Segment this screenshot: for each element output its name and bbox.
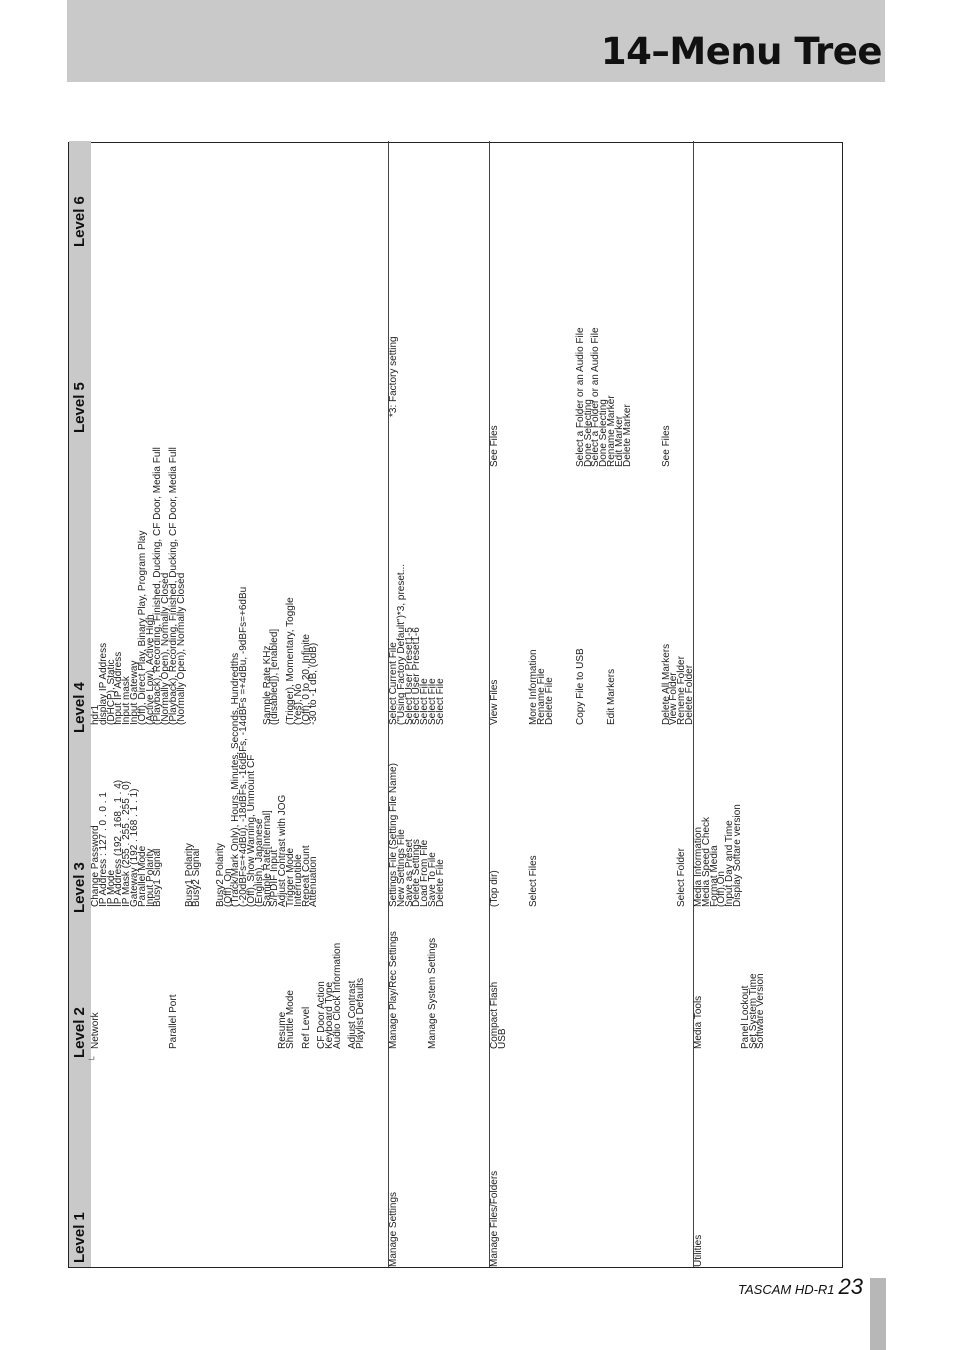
tree-entry xyxy=(115,943,123,1049)
level2-list xyxy=(390,931,437,1049)
tree-entry: View Folder xyxy=(668,672,680,725)
tree-entry: Done Selecting xyxy=(598,399,610,467)
tree-entry: (Off), 0 to 20, Infinite xyxy=(300,634,312,725)
level1-cell: Utilities xyxy=(693,1234,704,1267)
tree-entry: Sample Rate[Internal] xyxy=(261,810,273,907)
tree-entry xyxy=(655,848,663,907)
tree-entry xyxy=(154,943,162,1049)
column-header-level5: Level 5 xyxy=(69,251,91,437)
tree-entry xyxy=(201,447,209,725)
tree-entry xyxy=(561,327,569,467)
tree-entry xyxy=(507,848,515,907)
tree-entry: Select File xyxy=(419,678,431,725)
tree-entry xyxy=(139,943,147,1049)
section-manage-settings xyxy=(389,141,489,1267)
tree-entry xyxy=(147,943,155,1049)
tree-entry: Input Polarity xyxy=(144,848,156,907)
tree-entry: Settings File (Setting File Name) xyxy=(388,763,399,907)
tree-entry: CF Door Action xyxy=(316,981,328,1049)
tree-entry xyxy=(507,327,515,467)
tree-entry: (Off),On xyxy=(716,871,728,907)
tree-entry: Select User Preset1-6 xyxy=(411,627,423,725)
tree-entry: Delete All Markers xyxy=(660,643,672,725)
tree-entry: (Playback), Recording, Finished, Ducking, CF Door, Media Full xyxy=(167,447,179,725)
tree-entry: Select File xyxy=(434,678,446,725)
tree-entry: IP Mask (255 . 255 . 255 . 0) xyxy=(121,781,133,907)
tree-entry: Attenuation xyxy=(308,856,320,907)
tree-entry: Input Gateway xyxy=(128,660,140,725)
tree-entry: Panel Lockout xyxy=(739,985,751,1049)
tree-entry: Manage System Settings xyxy=(426,937,438,1049)
tree-entry: Network xyxy=(90,1012,101,1049)
tree-entry: S/PDIF Input xyxy=(269,849,281,907)
tree-entry xyxy=(413,931,421,1049)
tree-entry xyxy=(201,943,209,1049)
tree-entry: (Off), Show Warning, Unmount CF xyxy=(245,754,257,907)
tree-entry: Adjust Contrast xyxy=(347,980,359,1049)
tree-entry xyxy=(616,848,624,907)
tree-entry: -30 to -1 dB, (0dB) xyxy=(308,642,320,725)
tree-entry: Set System Time xyxy=(747,973,759,1049)
tree-entry: Save To File xyxy=(426,852,438,907)
tree-entry xyxy=(193,447,201,725)
tree-entry: Busy2 Signal xyxy=(191,848,203,907)
level2-list xyxy=(491,982,507,1049)
menu-tree-table xyxy=(68,142,843,1268)
tree-entry: (DHCP), Static xyxy=(105,659,117,725)
tree-entry xyxy=(624,644,632,725)
level4-list xyxy=(92,447,318,725)
tree-entry: Parallel Port xyxy=(167,994,179,1049)
tree-entry xyxy=(232,447,240,725)
tree-entry: Delete Settings xyxy=(411,839,423,907)
tree-entry: Select File xyxy=(426,678,438,725)
tree-entry: Busy1 Polarity xyxy=(183,843,195,907)
page-title: 14–Menu Tree xyxy=(600,30,882,73)
tree-entry: Select a Folder or an Audio File xyxy=(590,327,602,467)
tree-entry xyxy=(123,943,131,1049)
tree-entry: Input Day and Time xyxy=(724,820,736,907)
tree-entry: IP Mode xyxy=(105,869,117,907)
tree-entry: Sample Rate KHz xyxy=(261,645,273,725)
tree-entry xyxy=(631,848,639,907)
tree-entry: Delete Folder xyxy=(683,664,695,725)
tree-entry xyxy=(561,644,569,725)
tree-entry: Media Tools xyxy=(693,995,704,1049)
tree-entry xyxy=(577,848,585,907)
tree-entry: Resume xyxy=(277,1011,289,1049)
tree-entry xyxy=(624,848,632,907)
tree-entry xyxy=(600,848,608,907)
tree-entry: (Normally Open), Normally Closed xyxy=(175,572,187,725)
tree-entry: Manage Play/Rec Settings xyxy=(388,931,399,1049)
tree-entry xyxy=(514,327,522,467)
level5-list xyxy=(390,336,398,417)
tree-entry: See Files xyxy=(660,425,672,467)
tree-entry: Input mask xyxy=(121,676,133,725)
tree-entry: Trigger Mode xyxy=(284,847,296,907)
tree-entry: Delete File xyxy=(434,859,446,907)
tree-entry xyxy=(225,943,233,1049)
tree-entry: IP Address : 127 . 0 . 0 . 1 xyxy=(97,792,109,907)
tree-entry: (Playback), Recording, Finished, Ducking, CF Door, Media Full xyxy=(152,447,164,725)
tree-entry: (Active Low), Active High xyxy=(144,614,156,725)
tree-entry: Interruptible xyxy=(292,854,304,907)
tree-entry xyxy=(647,644,655,725)
tree-entry: (Track/Mark Only), Hours, Minutes, Seconds, Hundredths xyxy=(230,652,242,907)
tree-entry xyxy=(546,848,554,907)
tree-entry: Format Media xyxy=(708,845,720,907)
tree-entry: (Off), On xyxy=(222,868,234,907)
tree-entry xyxy=(546,327,554,467)
tree-entry: Playlist Defaults xyxy=(355,977,367,1049)
tree-entry: Parallel Mode xyxy=(136,845,148,907)
tree-entry xyxy=(647,848,655,907)
tree-entry: Delete File xyxy=(543,677,555,725)
tree-entry: Select a Folder or an Audio File xyxy=(574,327,586,467)
tree-entry xyxy=(711,973,719,1049)
tree-entry: (English), Japanese xyxy=(253,818,265,907)
tree-entry: hdr1 xyxy=(90,704,101,725)
tree-entry: Done Selecting xyxy=(582,399,594,467)
tree-entry: IP Address (192 . 168 . 1 . 4) xyxy=(113,779,125,907)
tree-entry xyxy=(530,327,538,467)
tree-entry: New Settings File xyxy=(395,829,407,907)
tree-entry xyxy=(131,943,139,1049)
tree-entry xyxy=(217,447,225,725)
tree-entry xyxy=(561,848,569,907)
level3-list xyxy=(695,804,742,907)
level3-list xyxy=(390,763,445,907)
column-header-level3: Level 3 xyxy=(69,737,91,917)
section-utilities xyxy=(694,141,839,1267)
tree-entry xyxy=(553,327,561,467)
tree-entry xyxy=(639,644,647,725)
section-manage-files xyxy=(490,141,693,1267)
tree-entry xyxy=(264,943,272,1049)
level5-list xyxy=(491,327,670,467)
tree-entry: *3: Factory setting xyxy=(388,336,399,417)
column-header-level6: Level 6 xyxy=(69,141,91,251)
tree-entry: Rename File xyxy=(535,668,547,725)
tree-entry xyxy=(592,644,600,725)
tree-entry: Ref Level xyxy=(300,1006,312,1049)
tree-entry: Edit Markers xyxy=(605,668,617,725)
tree-entry: (Trigger), Momentary, Toggle xyxy=(284,597,296,725)
level1-cell: Manage Settings xyxy=(388,1191,399,1267)
tree-entry: (Normally Open), Normally Closed xyxy=(160,572,172,725)
tree-entry: Save as Preset xyxy=(403,839,415,907)
tree-entry xyxy=(193,943,201,1049)
tree-entry xyxy=(585,848,593,907)
tree-entry xyxy=(217,943,225,1049)
tree-entry: View Files xyxy=(489,679,500,725)
tree-entry xyxy=(225,447,233,725)
tree-entry: Media Speed Check xyxy=(700,816,712,907)
tree-entry: Keyboard Type xyxy=(323,981,335,1049)
tree-entry: Select User Preset1-5 xyxy=(403,627,415,725)
tree-entry: Busy1 Signal xyxy=(152,848,164,907)
tree-entry: Compact Flash xyxy=(489,981,500,1049)
tree-entry xyxy=(232,943,240,1049)
side-tab xyxy=(870,1278,886,1350)
tree-entry: Gateway (192 . 168 . 1 . 1) xyxy=(128,788,140,907)
footer-brand: TASCAM HD-R1 xyxy=(738,1282,835,1297)
tree-entry: (Yes), No xyxy=(292,683,304,725)
tree-entry: ("Using Factory Default")*3, preset... xyxy=(395,563,407,725)
tree-entry xyxy=(240,447,248,725)
tree-entry: (Off), Direct Play, Binary Play, Program Play xyxy=(136,530,148,725)
level1-cell: Manage Files/Folders xyxy=(489,1170,500,1267)
tree-entry xyxy=(663,848,671,907)
level2-list xyxy=(92,943,365,1049)
tree-entry xyxy=(553,848,561,907)
tree-entry xyxy=(248,447,256,725)
tree-entry: Load From File xyxy=(419,839,431,907)
column-header-level4: Level 4 xyxy=(69,437,91,737)
section-general: └ Network Parallel Port Resume Shuttle Mode Ref Level CF Door Action Keyboard Type Audio Clock Information Adjust Contrast Playlist Defaults Change Password IP Address : 127 . 0 . 0 . 1 IP Mode IP Address (192 . 168 . 1 . 4) IP Mask (255 . 255 . 255 . 0) Gateway (192 . 168 . 1 . 1) Parallel Mode Input Polarity Busy1 Signal Busy1 Polarity Busy2 Signal Busy2 Polarity (Off), On (Track/Mark Only), Hours, Minutes, Seconds, Hundredths (-20dBFs=+4dBu), -18dBFs, -16dBFs, -14dBFs =+4dBu, -9dBFs=+6dBu (Off), Show Warning, Unmount CF (English), Japanese Sample Rate[Internal] S/PDIF Input Adjust Contrast with JOG Trigger Mode Interruptible Repeat Count Attenuation hdr1 display IP Address (DHCP), Static Input IP Address Input mask Input Gateway (Off), Direct Play, Binary Play, Program Play (Active Low), Active High (Playback), Recording, Finished, Ducking, CF Door, Media Full (Normally Open), Normally Closed (Playback), Recording, Finished, Ducking, CF Door, Media Full (Normally Open), Normally Closed Sample Rate KHz ([disabled]), [enabled] (Trigger), Momentary, Toggle (Yes), No (Off), 0 to 20, Infinite -30 to -1 dB, (0dB) xyxy=(90,447,367,1062)
tree-entry xyxy=(209,447,217,725)
level3-list xyxy=(491,848,686,907)
tree-entry xyxy=(108,943,116,1049)
tree-entry xyxy=(256,943,264,1049)
tree-entry: Edit Marker xyxy=(613,415,625,467)
tree-entry: Adjust Contrast with JOG xyxy=(277,794,289,907)
page-footer xyxy=(738,1274,863,1300)
tree-entry: Delete Marker xyxy=(621,404,633,467)
tree-entry: Copy File to USB xyxy=(574,648,586,725)
tree-entry: (Top dir) xyxy=(489,870,500,907)
tree-entry xyxy=(608,848,616,907)
tree-entry xyxy=(718,973,726,1049)
tree-entry xyxy=(592,848,600,907)
tree-entry xyxy=(209,943,217,1049)
tree-entry xyxy=(538,327,546,467)
tree-entry xyxy=(248,943,256,1049)
tree-entry: Select Folder xyxy=(676,848,688,907)
tree-entry: Software Version xyxy=(755,973,767,1049)
tree-entry: Rename Marker xyxy=(605,395,617,467)
tree-entry: Input IP Address xyxy=(113,651,125,725)
tree-entry: Select Files xyxy=(527,855,539,907)
tree-entry: Shuttle Mode xyxy=(284,990,296,1049)
tree-entry: Reneme Folder xyxy=(676,656,688,725)
tree-entry: See Files xyxy=(489,425,500,467)
tree-entry: display IP Address xyxy=(97,642,109,725)
level4-list xyxy=(491,644,694,725)
table-header xyxy=(69,141,91,1267)
tree-entry xyxy=(726,973,734,1049)
column-header-level2: Level 2 xyxy=(69,917,91,1062)
tree-entry xyxy=(647,327,655,467)
tree-entry xyxy=(639,848,647,907)
tree-entry: Busy2 Polarity xyxy=(214,843,226,907)
tree-entry xyxy=(240,943,248,1049)
tree-entry: Repeat Count xyxy=(300,845,312,907)
tree-entry xyxy=(406,931,414,1049)
tree-entry: Media Information xyxy=(693,826,704,907)
tree-entry xyxy=(522,327,530,467)
tree-entry xyxy=(631,644,639,725)
tree-entry xyxy=(639,327,647,467)
tree-entry: Change Password xyxy=(90,825,101,907)
tree-entry: ([disabled]), [enabled] xyxy=(269,628,281,725)
tree-entry: Display Softare version xyxy=(731,804,743,907)
page-number: 23 xyxy=(838,1274,864,1299)
tree-entry: (-20dBFs=+4dBu), -18dBFs, -16dBFs, -14dBFs =+4dBu, -9dBFs=+6dBu xyxy=(238,586,250,907)
tree-entry: USB xyxy=(496,1028,508,1049)
tree-entry xyxy=(507,644,515,725)
tree-entry: Select Current File xyxy=(388,642,399,725)
tree-entry xyxy=(569,848,577,907)
column-header-level1: Level 1 xyxy=(69,1062,91,1267)
tree-entry xyxy=(186,943,194,1049)
level4-list xyxy=(390,564,445,725)
level2-list xyxy=(695,973,765,1049)
tree-entry xyxy=(514,848,522,907)
tree-entry xyxy=(514,644,522,725)
tree-entry: More Information xyxy=(527,649,539,725)
tree-entry: Audio Clock Information xyxy=(331,942,343,1049)
